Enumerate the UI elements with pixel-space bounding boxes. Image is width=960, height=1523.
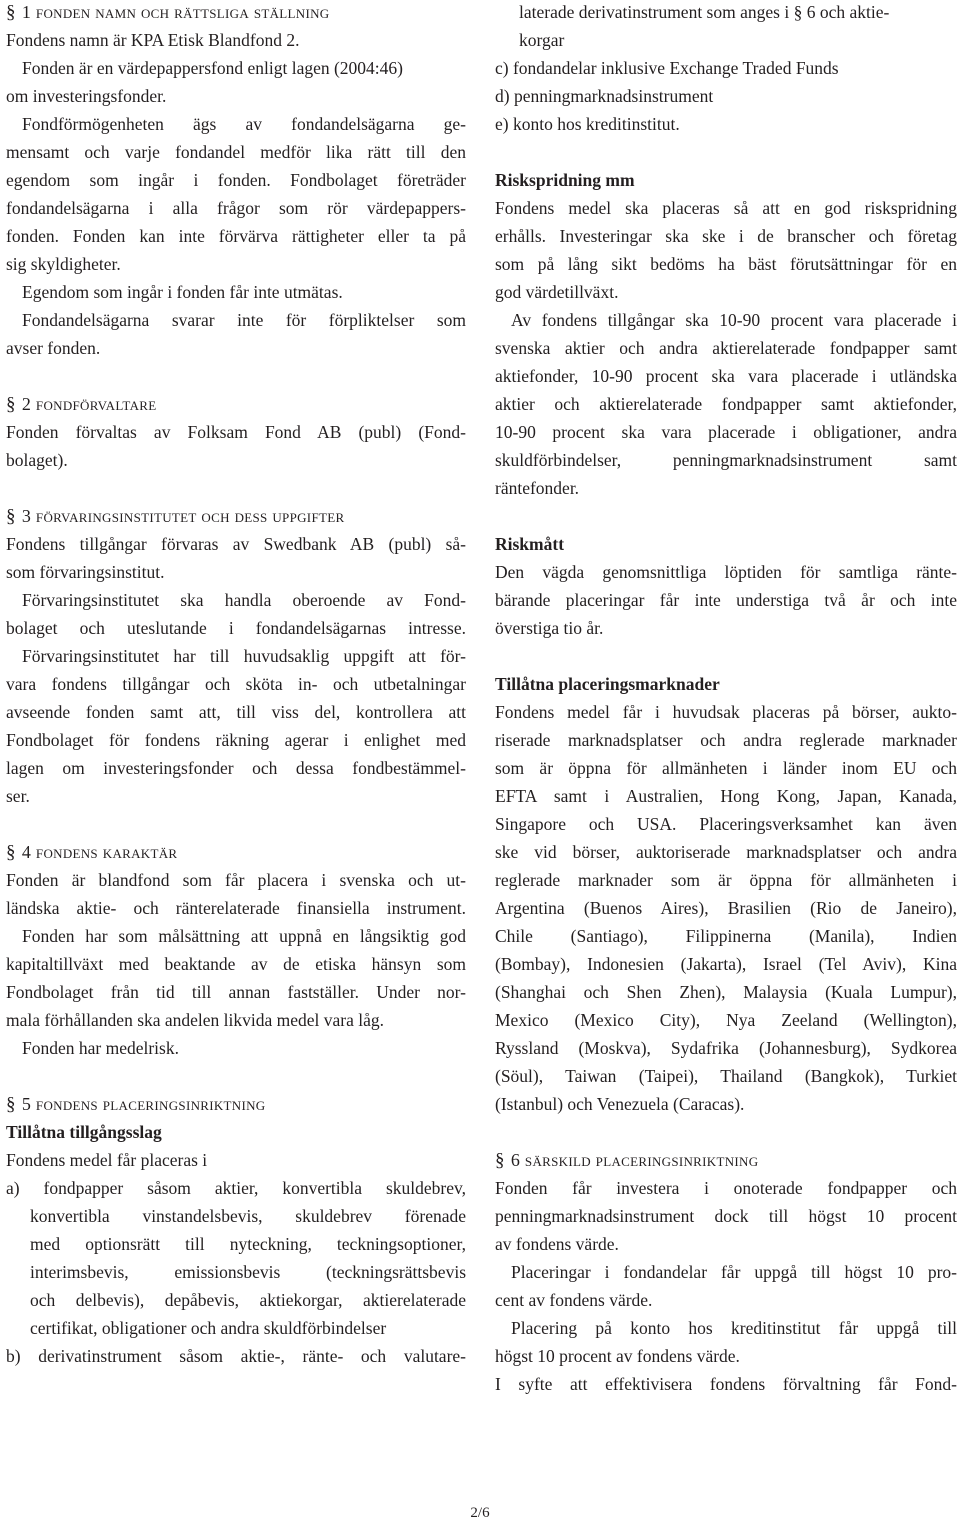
section-heading [6,0,466,26]
text-line: mensamt och varje fondandel medför lika rätt till den [6,142,466,162]
text-line: egendom som ingår i fonden. Fondbolaget företräder [6,170,466,190]
text-line: bärande placeringar får inte understiga två år och inte [495,590,957,610]
text-line: kapitaltillväxt med beaktande av de etiska hänsyn som [6,954,466,974]
text-line: certifikat, obligationer och andra skuldförbindelser [30,1318,387,1338]
text-line: riserade marknadsplatser och andra reglerade marknader [495,730,957,750]
text-line: fonden. Fonden kan inte förvärva rättigheter eller ta på [6,226,466,246]
text-line: bolaget). [6,450,68,470]
section-sign-icon: § [495,1150,505,1171]
text-line: avser fonden. [6,338,101,358]
text-line: EFTA samt i Australien, Hong Kong, Japan, Kanada, [495,786,957,806]
text-line: Fonden har som målsättning att uppnå en långsiktig god [22,926,466,946]
subheading: Riskspridning mm [495,170,635,190]
text-line: lagen om investeringsfonder och dessa fondbestämmel- [6,758,466,778]
section-heading-text: 4 fondens karaktär [21,842,178,862]
text-line: fondandelsägarna i alla frågor som rör värdepappers- [6,198,466,218]
text-line: Fondandelsägarna svarar inte för förpliktelser som [22,310,466,330]
text-line: svenska aktier och andra aktierelaterade fondpapper samt [495,338,957,358]
text-line: aktiefonder, 10-90 procent ska vara placerade i utländska [495,366,957,386]
text-line: Fondens medel får placeras i [6,1150,208,1170]
text-line: Fondens medel ska placeras så att en god riskspridning [495,198,957,218]
text-line: sig skyldigheter. [6,254,121,274]
text-line: Ryssland (Moskva), Sydafrika (Johannesburg), Sydkorea [495,1038,957,1058]
text-line: Fonden förvaltas av Folksam Fond AB (publ) (Fond- [6,422,466,442]
subheading: Tillåtna placeringsmarknader [495,674,720,694]
text-line: Fonden är en värdepappersfond enligt lagen (2004:46) [22,58,403,78]
section-heading-text: 2 fondförvaltare [21,394,157,414]
text-line: Av fondens tillgångar ska 10-90 procent vara placerade i [511,310,957,330]
text-line: Fondförmögenheten ägs av fondandelsägarna ge- [22,114,466,134]
text-line: cent av fondens värde. [495,1290,653,1310]
section-sign-icon: § [6,506,16,527]
text-line: Mexico (Mexico City), Nya Zeeland (Wellington), [495,1010,957,1030]
section-heading [6,838,466,866]
section-heading-text: 1 fonden namn och rättsliga ställning [21,2,330,22]
text-line: e) konto hos kreditinstitut. [495,114,680,134]
text-line: Förvaringsinstitutet ska handla oberoende av Fond- [22,590,466,610]
text-line: med optionsrätt till nyteckning, teckningsoptioner, [30,1234,466,1254]
text-line: skuldförbindelser, penningmarknadsinstrument samt [495,450,957,470]
section-heading [6,390,466,418]
section-heading-text: 3 förvaringsinstitutet och dess uppgifter [21,506,345,526]
section-heading [495,1146,957,1174]
text-line: god värdetillväxt. [495,282,619,302]
text-line: avseende fonden samt att, till viss del, kontrollera att [6,702,466,722]
text-line: Fondbolaget från tid till annan fastställer. Under nor- [6,982,466,1002]
text-line: (Shanghai och Shen Zhen), Malaysia (Kuala Lumpur), [495,982,957,1002]
section-sign-icon: § [6,842,16,863]
page-number: 2/6 [470,1505,490,1521]
text-line: Fondbolaget för fondens räkning agerar i enlighet med [6,730,466,750]
text-line: I syfte att effektivisera fondens förvaltning får Fond- [495,1374,957,1394]
text-line: 10-90 procent ska vara placerade i obligationer, andra [495,422,957,442]
text-line: vara fondens tillgångar och sköta in- och utbetalningar [6,674,466,694]
text-line: om investeringsfonder. [6,86,167,106]
text-line: Fondens medel får i huvudsak placeras på börser, aukto- [495,702,957,722]
text-line: av fondens värde. [495,1234,619,1254]
text-line: och delbevis), depåbevis, aktiekorgar, aktierelaterade [30,1290,466,1310]
text-line: ländska aktie- och ränterelaterade finansiella instrument. [6,898,466,918]
text-line: interimsbevis, emissionsbevis (teckningsrättsbevis [30,1262,466,1282]
text-line: (Söul), Taiwan (Taipei), Thailand (Bangkok), Turkiet [495,1066,957,1086]
text-line: Fonden är blandfond som får placera i svenska och ut- [6,870,466,890]
text-line: c) fondandelar inklusive Exchange Traded Funds [495,58,839,78]
text-line: överstiga tio år. [495,618,604,638]
text-line: mala förhållanden ska andelen likvida medel vara låg. [6,1010,385,1030]
section-sign-icon: § [6,1094,16,1115]
section-heading [6,1090,466,1118]
text-line: korgar [519,30,565,50]
subheading: Tillåtna tillgångsslag [6,1122,162,1142]
section-heading-text: 6 särskild placeringsinriktning [510,1150,759,1170]
section-sign-icon: § [6,2,16,23]
text-line: bolaget och uteslutande i fondandelsägarnas intresse. [6,618,466,638]
text-line: Singapore och USA. Placeringsverksamhet kan även [495,814,957,834]
text-line: reglerade marknader som är öppna för allmänheten i [495,870,957,890]
text-line: Placering på konto hos kreditinstitut får uppgå till [511,1318,957,1338]
text-line: högst 10 procent av fondens värde. [495,1346,740,1366]
text-line: a) fondpapper såsom aktier, konvertibla skuldebrev, [6,1178,466,1198]
text-line: ser. [6,786,30,806]
text-line: ske vid börser, auktoriserade marknadsplatser och andra [495,842,957,862]
section-sign-icon: § [6,394,16,415]
text-line: Fondens namn är KPA Etisk Blandfond 2. [6,30,300,50]
text-line: Chile (Santiago), Filippinerna (Manila), Indien [495,926,957,946]
text-line: d) penningmarknadsinstrument [495,86,714,106]
text-line: erhålls. Investeringar ska ske i de branscher och företag [495,226,957,246]
section-heading [6,502,466,530]
text-line: laterade derivatinstrument som anges i § 6 och aktie- [519,2,890,22]
text-line: b) derivatinstrument såsom aktie-, ränte- och valutare- [6,1346,466,1366]
text-line: Argentina (Buenos Aires), Brasilien (Rio de Janeiro), [495,898,957,918]
text-line: Förvaringsinstitutet har till huvudsaklig uppgift att för- [22,646,466,666]
text-line: som på lång sikt bedöms ha bäst förutsättningar för en [495,254,957,274]
text-line: (Istanbul) och Venezuela (Caracas). [495,1094,745,1114]
text-line: (Bombay), Indonesien (Jakarta), Israel (Tel Aviv), Kina [495,954,957,974]
text-line: som är öppna för allmänheten i länder inom EU och [495,758,957,778]
text-line: som förvaringsinstitut. [6,562,165,582]
text-line: Fondens tillgångar förvaras av Swedbank AB (publ) så- [6,534,466,554]
text-line: räntefonder. [495,478,580,498]
text-line: Fonden har medelrisk. [22,1038,179,1058]
text-line: Egendom som ingår i fonden får inte utmätas. [22,282,343,302]
subheading: Riskmått [495,534,565,554]
text-line: penningmarknadsinstrument dock till högst 10 procent [495,1206,957,1226]
section-heading-text: 5 fondens placeringsinriktning [21,1094,266,1114]
text-line: aktier och aktierelaterade fondpapper samt aktiefonder, [495,394,957,414]
text-line: konvertibla vinstandelsbevis, skuldebrev förenade [30,1206,466,1226]
text-line: Fonden får investera i onoterade fondpapper och [495,1178,957,1198]
text-line: Den vägda genomsnittliga löptiden för samtliga ränte- [495,562,957,582]
text-line: Placeringar i fondandelar får uppgå till högst 10 pro- [511,1262,957,1282]
